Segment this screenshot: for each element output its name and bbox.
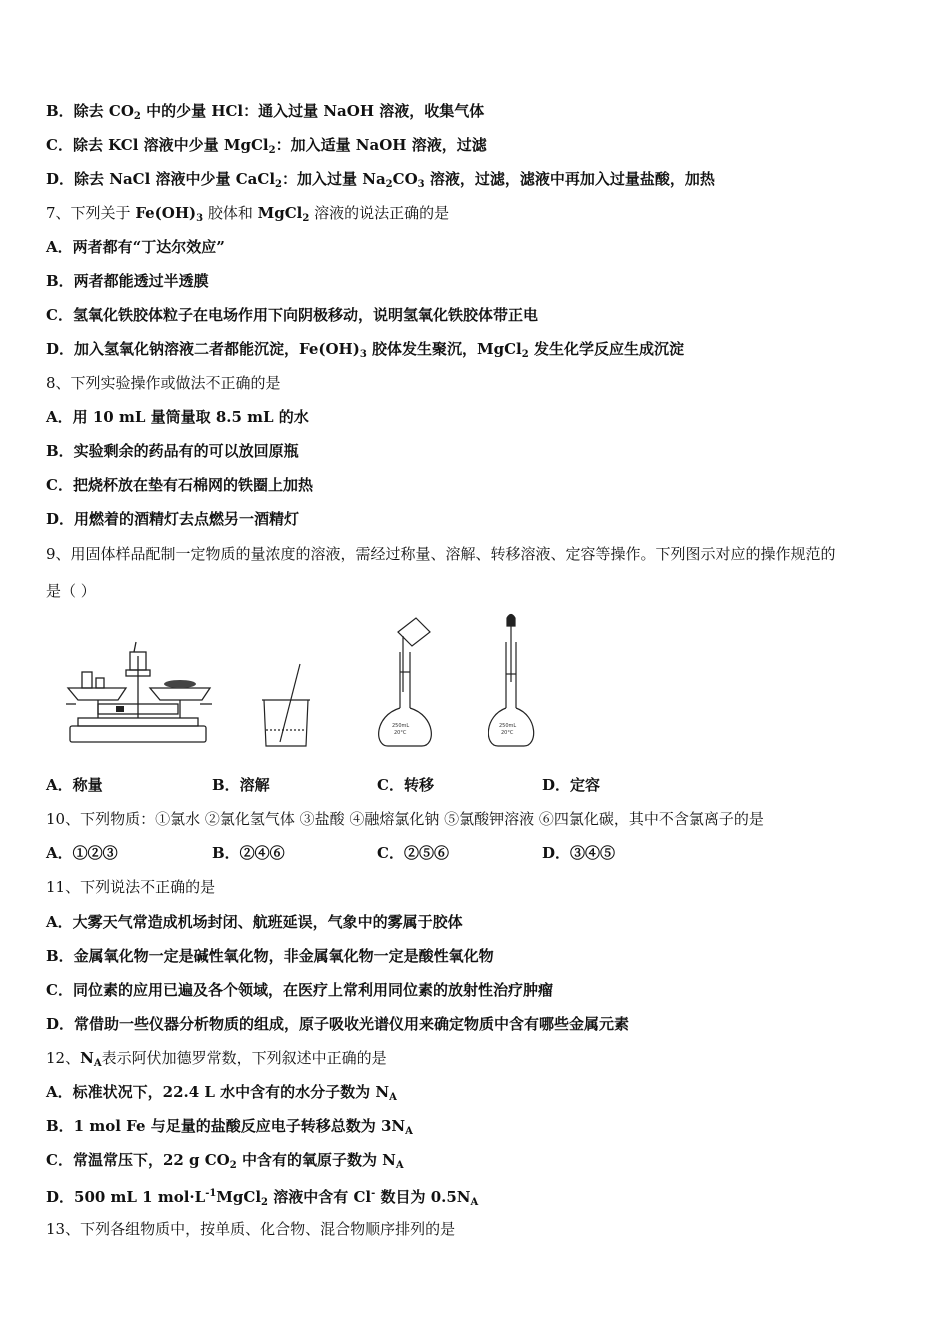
flask-temperature-label: 20°C (394, 730, 407, 736)
q11-option-d: D．常借助一些仪器分析物质的组成，原子吸收光谱仪用来确定物质中含有哪些金属元素 (46, 1015, 630, 1033)
question-9-line-2: 是（ ） (46, 582, 96, 600)
q8-option-c: C．把烧杯放在垫有石棉网的铁圈上加热 (46, 476, 313, 494)
q10-option-d: D．③④⑤ (542, 844, 616, 862)
q10-option-c: C．②⑤⑥ (377, 844, 449, 862)
scale-body (78, 718, 198, 726)
q7-option-b: B．两者都能透过半透膜 (46, 272, 209, 290)
q7-option-d: D．加入氢氧化钠溶液二者都能沉淀，$Fe(OH)_3$ 胶体发生聚沉，MgCl$_2$ 发生化学反应生成沉淀 (46, 340, 684, 360)
balance-scale-figure (64, 612, 214, 752)
q12-option-a: A．标准状况下，22.4 L 水中含有的水分子数为 $N_A$ (46, 1083, 397, 1103)
q9-option-a: A．称量 (46, 776, 103, 794)
sample-on-pan (164, 680, 196, 688)
question-9-line-1: 9、用固体样品配制一定物质的量浓度的溶液，需经过称量、溶解、转移溶液、定容等操作。下列图示对应的操作规范的 (46, 545, 836, 563)
q8-option-a: A．用 10 mL 量筒量取 8.5 mL 的水 (46, 408, 309, 426)
right-pan (150, 688, 210, 700)
q12-option-b: B．1 mol Fe 与足量的盐酸反应电子转移总数为 $3N_A$ (46, 1117, 413, 1137)
flask-volume-label: 250mL (499, 723, 517, 729)
q8-option-b: B．实验剩余的药品有的可以放回原瓶 (46, 442, 299, 460)
question-11: 11、下列说法不正确的是 (46, 878, 216, 896)
flask-volume-label: 250mL (392, 723, 410, 729)
weight-small (96, 678, 104, 688)
q12-option-c: C．常温常压下，22 g $CO_2$ 中含有的氧原子数为 $N_A$ (46, 1151, 404, 1171)
q11-option-a: A．大雾天气常造成机场封闭、航班延误，气象中的雾属于胶体 (46, 913, 463, 931)
question-13: 13、下列各组物质中，按单质、化合物、混合物顺序排列的是 (46, 1220, 456, 1238)
weight-large (82, 672, 92, 688)
q11-option-b: B．金属氧化物一定是碱性氧化物，非金属氧化物一定是酸性氧化物 (46, 947, 494, 965)
q8-option-d: D．用燃着的酒精灯去点燃另一酒精灯 (46, 510, 300, 528)
q6-option-c: C．除去 KCl 溶液中少量 MgCl$_2$：加入适量 NaOH 溶液，过滤 (46, 136, 487, 156)
question-7: 7、下列关于 $Fe(OH)_3$ 胶体和 MgCl$_2$ 溶液的说法正确的是 (46, 204, 450, 224)
question-10: 10、下列物质：①氯水 ②氯化氢气体 ③盐酸 ④融熔氯化钠 ⑤氯酸钾溶液 ⑥四氯化碳，其中不含氯离子的是 (46, 810, 764, 828)
dissolving-beaker-figure (256, 612, 316, 752)
q7-option-c: C．氢氧化铁胶体粒子在电场作用下向阴极移动，说明氢氧化铁胶体带正电 (46, 306, 538, 324)
beaker (264, 700, 308, 746)
q7-option-a: A．两者都有“丁达尔效应” (46, 238, 225, 256)
q10-option-a: A．①②③ (46, 844, 118, 862)
flask-temperature-label: 20°C (501, 730, 514, 736)
q12-option-d: D．500 mL 1 $mol\cdot L^{-1}MgCl_2$ 溶液中含有 Cl- 数目为 $0.5N_A$ (46, 1188, 479, 1208)
question-12: 12、$N_A$表示阿伏加德罗常数，下列叙述中正确的是 (46, 1049, 387, 1069)
transfer-flask-figure (372, 612, 442, 752)
dropper-bulb (507, 615, 515, 627)
rider (116, 706, 124, 712)
q9-option-c: C．转移 (377, 776, 434, 794)
q10-option-b: B．②④⑥ (212, 844, 285, 862)
q9-option-b: B．溶解 (212, 776, 270, 794)
q11-option-c: C．同位素的应用已遍及各个领域，在医疗上常利用同位素的放射性治疗肿瘤 (46, 981, 553, 999)
left-pan (68, 688, 126, 700)
scale-base (70, 726, 206, 742)
q6-option-d: D．除去 NaCl 溶液中少量 CaCl$_2$：加入过量 $Na_2CO_3$ 溶液，过滤，滤液中再加入过量盐酸，加热 (46, 170, 715, 190)
q6-option-b: B．除去 $CO_2$ 中的少量 HCl：通入过量 NaOH 溶液，收集气体 (46, 102, 485, 122)
constant-volume-flask-figure (488, 612, 538, 752)
q9-option-d: D．定容 (542, 776, 601, 794)
question-8: 8、下列实验操作或做法不正确的是 (46, 374, 281, 392)
